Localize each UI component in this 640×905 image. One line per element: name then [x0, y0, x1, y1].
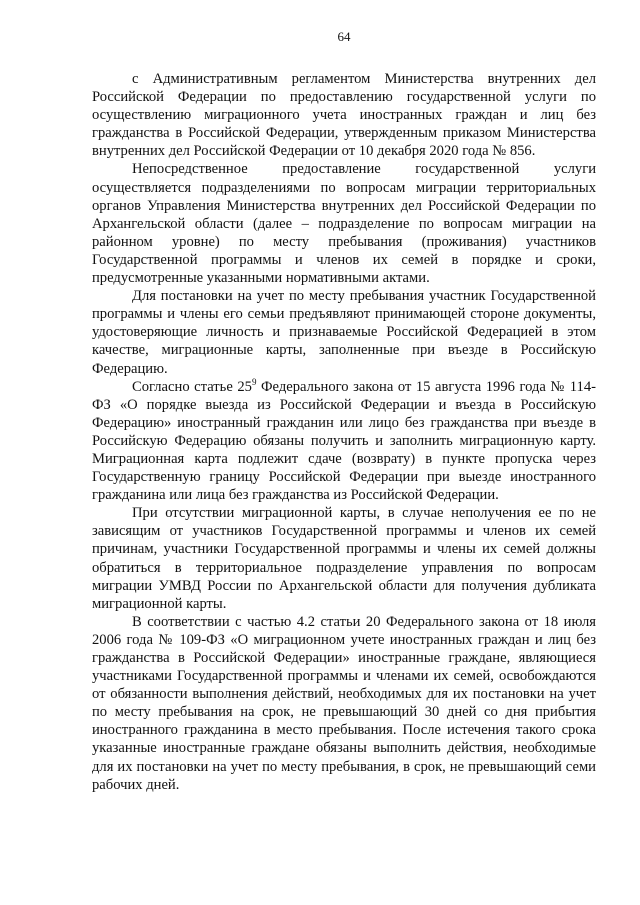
- paragraph-1: с Административным регламентом Министерства внутренних дел Российской Федерации по предоставлению государственной услуги по осуществлению миграционного учета иностранных граждан и лиц без гражданства в Российской Федерации, утвержденным приказом Министерства внутренних дел Российской Федерации от 10 декабря 2020 года № 856.: [92, 71, 596, 160]
- document-page: [92, 28, 596, 794]
- paragraph-4: [92, 378, 596, 505]
- document-body: [92, 70, 596, 794]
- paragraph-3: Для постановки на учет по месту пребывания участник Государственной программы и члены его семьи предъявляют принимающей стороне документы, удостоверяющие личность и признаваемые Российской Федерацией в этом качестве, миграционные карты, заполненные при въезде в Российскую Федерацию.: [92, 288, 596, 377]
- page-number: 64: [337, 29, 351, 44]
- article-superscript: 9: [251, 376, 257, 387]
- paragraph-2: Непосредственное предоставление государственной услуги осуществляется подразделениями по вопросам миграции территориальных органов Управления Министерства внутренних дел Российской Федерации по Архангельской области (далее – подразделение по вопросам миграции на районном уровне) по месту пребывания (проживания) участников Государственной программы и членов их семей в порядке и сроки, предусмотренные указанными нормативными актами.: [92, 161, 596, 287]
- paragraph-4-start: Согласно статье 25: [132, 378, 252, 395]
- paragraph-5: При отсутствии миграционной карты, в случае неполучения ее по не зависящим от участников Государственной программы и членов их семей причинам, участники Государственной программы и члены их семей должны обратиться в территориальное подразделение управления по вопросам миграции УМВД России по Архангельской области для получения дубликата миграционной карты.: [92, 505, 596, 612]
- paragraph-4-rest: Федерального закона от 15 августа 1996 года № 114-ФЗ «О порядке выезда из Российской Федерации и въезда в Российскую Федерацию» иностранный гражданин или лицо без гражданства при въезде в Российскую Федерацию обязаны получить и заполнить миграционную карту. Миграционная карта подлежит сдаче (возврату) в пункте пропуска через Государственную границу Российской Федерации при выезде иностранного гражданина или лица без гражданства из Российской Федерации.: [92, 378, 596, 504]
- paragraph-6: В соответствии с частью 4.2 статьи 20 Федерального закона от 18 июля 2006 года № 109-ФЗ «О миграционном учете иностранных граждан и лиц без гражданства в Российской Федерации» иностранные граждане, являющиеся участниками Государственной программы и членами их семей, освобождаются от обязанности выполнения действий, необходимых для их постановки на учет по месту пребывания на срок, не превышающий 30 дней со дня прибытия иностранного гражданина в место пребывания. После истечения такого срока указанные иностранные граждане обязаны выполнить действия, необходимые для их постановки на учет по месту пребывания, в срок, не превышающий семи рабочих дней.: [92, 613, 596, 793]
